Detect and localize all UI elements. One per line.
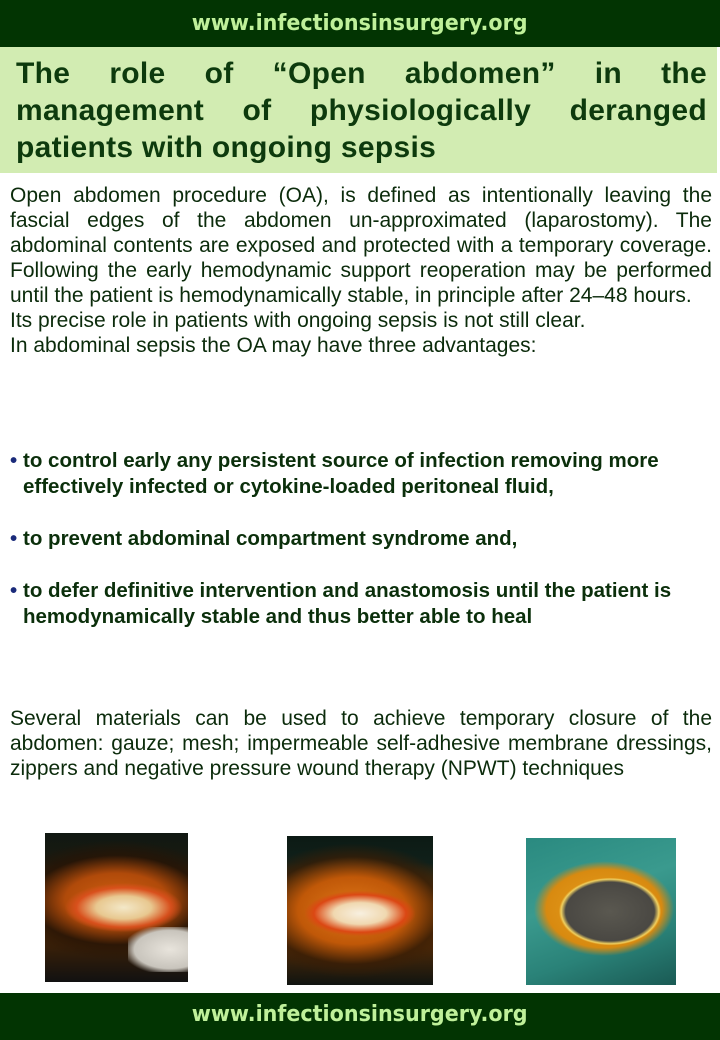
- list-item: [10, 578, 715, 630]
- advantage-text: to control early any persistent source of infection removing more effectively infected or cytokine-loaded peritoneal fluid,: [23, 449, 659, 498]
- bullet-icon: •: [10, 449, 18, 472]
- gloved-hand: [128, 927, 188, 972]
- page-title: The role of “Open abdomen” in the management of physiologically deranged patients with ongoing sepsis: [16, 57, 707, 164]
- header-site-url[interactable]: www.infectionsinsurgery.org: [192, 11, 528, 36]
- site-footer: [0, 993, 720, 1040]
- advantage-text: to prevent abdominal compartment syndrome and,: [23, 527, 518, 550]
- list-item: [10, 448, 715, 500]
- surgical-photo-3: [526, 838, 676, 985]
- list-item: [10, 526, 715, 552]
- surgical-photo-1: [45, 833, 188, 982]
- surgical-photo-2: [287, 836, 433, 985]
- title-band: [0, 47, 717, 173]
- footer-site-url[interactable]: www.infectionsinsurgery.org: [192, 1002, 528, 1027]
- intro-line-advantages: In abdominal sepsis the OA may have three advantages:: [10, 334, 537, 357]
- advantages-list: [10, 448, 715, 656]
- intro-paragraph: Open abdomen procedure (OA), is defined as intentionally leaving the fascial edges of the abdomen un-approximated (laparostomy). The abdominal contents are exposed and protected with a temporary coverage. Following the early hemodynamic support reoperation may be performed until the patient is hemodynamically stable, in principle after 24–48 hours.: [10, 184, 712, 307]
- intro-line-role: Its precise role in patients with ongoing sepsis is not still clear.: [10, 309, 586, 332]
- closing-paragraph: Several materials can be used to achieve temporary closure of the abdomen: gauze; mesh; impermeable self-adhesive membrane dressings, zippers and negative pressure wound therapy (NPWT) techniques: [10, 707, 712, 780]
- site-header: [0, 0, 720, 47]
- advantage-text: to defer definitive intervention and anastomosis until the patient is hemodynamically stable and thus better able to heal: [23, 579, 672, 628]
- bullet-icon: •: [10, 579, 18, 602]
- bullet-icon: •: [10, 527, 18, 550]
- intro-section: [10, 183, 712, 358]
